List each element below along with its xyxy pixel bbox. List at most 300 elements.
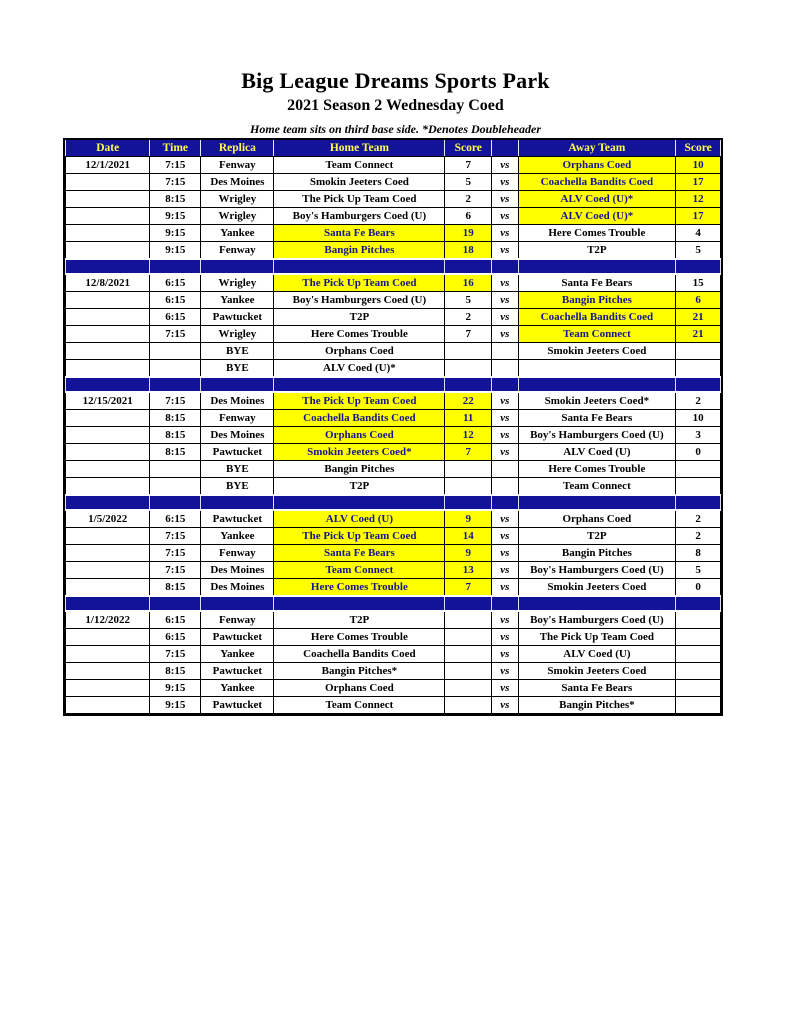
replica-cell: Fenway — [201, 410, 274, 427]
home-score-cell — [445, 343, 492, 360]
separator-cell — [445, 377, 492, 392]
separator-cell — [274, 259, 445, 274]
date-cell — [66, 680, 150, 697]
time-cell: 6:15 — [150, 629, 201, 646]
replica-cell: Yankee — [201, 528, 274, 545]
replica-cell: Fenway — [201, 545, 274, 562]
page-note: Home team sits on third base side. *Denotes Doubleheader — [250, 122, 541, 136]
header-row — [66, 140, 721, 157]
away-team-cell — [518, 360, 676, 378]
time-cell: 7:15 — [150, 174, 201, 191]
replica-cell: Yankee — [201, 646, 274, 663]
separator-cell — [201, 377, 274, 392]
date-cell: 12/1/2021 — [66, 157, 150, 174]
away-score-cell — [676, 646, 721, 663]
time-cell: 8:15 — [150, 191, 201, 208]
home-score-cell: 6 — [445, 208, 492, 225]
away-score-cell: 21 — [676, 309, 721, 326]
replica-cell: Des Moines — [201, 427, 274, 444]
away-score-cell — [676, 629, 721, 646]
col-header-away-team: Away Team — [518, 140, 676, 157]
date-cell — [66, 562, 150, 579]
vs-label: vs — [492, 157, 518, 174]
away-team-cell: Smokin Jeeters Coed — [518, 579, 676, 597]
date-cell — [66, 410, 150, 427]
time-cell: 9:15 — [150, 225, 201, 242]
away-score-cell: 2 — [676, 392, 721, 410]
replica-cell: Wrigley — [201, 208, 274, 225]
home-score-cell: 14 — [445, 528, 492, 545]
away-score-cell: 4 — [676, 225, 721, 242]
date-cell — [66, 646, 150, 663]
away-score-cell: 5 — [676, 242, 721, 260]
game-row — [66, 461, 721, 478]
col-header-date: Date — [66, 140, 150, 157]
away-team-cell: Smokin Jeeters Coed — [518, 663, 676, 680]
away-team-cell: Bangin Pitches* — [518, 697, 676, 714]
away-team-cell: Boy's Hamburgers Coed (U) — [518, 611, 676, 629]
vs-label: vs — [492, 292, 518, 309]
away-team-cell: Orphans Coed — [518, 510, 676, 528]
home-team-cell: Orphans Coed — [274, 680, 445, 697]
home-team-cell: The Pick Up Team Coed — [274, 392, 445, 410]
vs-label: vs — [492, 242, 518, 260]
date-cell — [66, 444, 150, 461]
vs-label — [492, 461, 518, 478]
separator-cell — [676, 259, 721, 274]
separator-cell — [676, 596, 721, 611]
vs-label: vs — [492, 410, 518, 427]
home-team-cell: Boy's Hamburgers Coed (U) — [274, 208, 445, 225]
time-cell: 8:15 — [150, 427, 201, 444]
game-row — [66, 360, 721, 378]
separator-cell — [445, 259, 492, 274]
separator-cell — [445, 495, 492, 510]
date-cell — [66, 528, 150, 545]
away-score-cell — [676, 343, 721, 360]
away-team-cell: Team Connect — [518, 478, 676, 496]
game-row — [66, 510, 721, 528]
section-separator-row — [66, 495, 721, 510]
game-row — [66, 392, 721, 410]
away-score-cell: 3 — [676, 427, 721, 444]
home-score-cell: 18 — [445, 242, 492, 260]
game-row — [66, 444, 721, 461]
separator-cell — [66, 377, 150, 392]
time-cell: 7:15 — [150, 545, 201, 562]
home-team-cell: Boy's Hamburgers Coed (U) — [274, 292, 445, 309]
time-cell: 7:15 — [150, 646, 201, 663]
away-score-cell: 2 — [676, 510, 721, 528]
home-score-cell: 13 — [445, 562, 492, 579]
replica-cell: Des Moines — [201, 392, 274, 410]
home-score-cell: 7 — [445, 326, 492, 343]
replica-cell: Des Moines — [201, 579, 274, 597]
away-score-cell: 0 — [676, 579, 721, 597]
away-team-cell: Smokin Jeeters Coed* — [518, 392, 676, 410]
date-cell — [66, 191, 150, 208]
game-row — [66, 663, 721, 680]
away-score-cell: 6 — [676, 292, 721, 309]
time-cell: 9:15 — [150, 208, 201, 225]
date-cell — [66, 242, 150, 260]
replica-cell: Pawtucket — [201, 629, 274, 646]
separator-cell — [518, 495, 676, 510]
home-score-cell — [445, 697, 492, 714]
separator-cell — [201, 259, 274, 274]
time-cell: 9:15 — [150, 680, 201, 697]
home-team-cell: Coachella Bandits Coed — [274, 410, 445, 427]
time-cell — [150, 360, 201, 378]
away-team-cell: T2P — [518, 242, 676, 260]
vs-label: vs — [492, 326, 518, 343]
away-team-cell: T2P — [518, 528, 676, 545]
home-score-cell: 9 — [445, 510, 492, 528]
page-subtitle: 2021 Season 2 Wednesday Coed — [287, 97, 504, 114]
replica-cell: Yankee — [201, 680, 274, 697]
replica-cell: Pawtucket — [201, 697, 274, 714]
date-cell — [66, 360, 150, 378]
separator-cell — [274, 495, 445, 510]
home-team-cell: The Pick Up Team Coed — [274, 191, 445, 208]
separator-cell — [676, 495, 721, 510]
away-score-cell: 8 — [676, 545, 721, 562]
date-cell — [66, 545, 150, 562]
away-team-cell: ALV Coed (U) — [518, 444, 676, 461]
time-cell: 6:15 — [150, 309, 201, 326]
away-team-cell: Orphans Coed — [518, 157, 676, 174]
vs-label: vs — [492, 208, 518, 225]
vs-label: vs — [492, 274, 518, 292]
home-team-cell: Here Comes Trouble — [274, 579, 445, 597]
time-cell: 9:15 — [150, 242, 201, 260]
game-row — [66, 343, 721, 360]
time-cell: 8:15 — [150, 663, 201, 680]
away-score-cell — [676, 697, 721, 714]
home-score-cell: 11 — [445, 410, 492, 427]
time-cell — [150, 343, 201, 360]
away-score-cell: 15 — [676, 274, 721, 292]
away-score-cell — [676, 461, 721, 478]
col-header-vs — [492, 140, 518, 157]
game-row — [66, 646, 721, 663]
replica-cell: Yankee — [201, 225, 274, 242]
time-cell: 6:15 — [150, 274, 201, 292]
time-cell: 8:15 — [150, 579, 201, 597]
vs-label: vs — [492, 680, 518, 697]
replica-cell: Wrigley — [201, 191, 274, 208]
replica-cell: Fenway — [201, 157, 274, 174]
vs-label: vs — [492, 646, 518, 663]
home-team-cell: T2P — [274, 611, 445, 629]
home-score-cell: 5 — [445, 174, 492, 191]
away-team-cell: Coachella Bandits Coed — [518, 174, 676, 191]
home-score-cell: 2 — [445, 191, 492, 208]
game-row — [66, 326, 721, 343]
separator-cell — [518, 596, 676, 611]
game-row — [66, 242, 721, 260]
vs-label: vs — [492, 392, 518, 410]
replica-cell: Des Moines — [201, 562, 274, 579]
replica-cell: Des Moines — [201, 174, 274, 191]
separator-cell — [66, 596, 150, 611]
home-score-cell: 7 — [445, 444, 492, 461]
replica-cell: Pawtucket — [201, 663, 274, 680]
separator-cell — [445, 596, 492, 611]
separator-cell — [201, 495, 274, 510]
separator-cell — [150, 495, 201, 510]
home-score-cell — [445, 461, 492, 478]
home-team-cell: Orphans Coed — [274, 427, 445, 444]
away-team-cell: Coachella Bandits Coed — [518, 309, 676, 326]
separator-cell — [676, 377, 721, 392]
away-team-cell: The Pick Up Team Coed — [518, 629, 676, 646]
game-row — [66, 208, 721, 225]
col-header-replica: Replica — [201, 140, 274, 157]
away-team-cell: Boy's Hamburgers Coed (U) — [518, 427, 676, 444]
home-team-cell: ALV Coed (U) — [274, 510, 445, 528]
game-row — [66, 157, 721, 174]
away-team-cell: Here Comes Trouble — [518, 461, 676, 478]
game-row — [66, 478, 721, 496]
col-header-home-team: Home Team — [274, 140, 445, 157]
separator-cell — [150, 259, 201, 274]
date-cell — [66, 629, 150, 646]
date-cell — [66, 326, 150, 343]
home-score-cell — [445, 629, 492, 646]
home-score-cell — [445, 478, 492, 496]
date-cell — [66, 697, 150, 714]
home-score-cell: 16 — [445, 274, 492, 292]
away-score-cell — [676, 360, 721, 378]
separator-cell — [518, 377, 676, 392]
vs-label: vs — [492, 174, 518, 191]
date-cell — [66, 478, 150, 496]
replica-cell: BYE — [201, 360, 274, 378]
separator-cell — [492, 259, 518, 274]
away-score-cell — [676, 478, 721, 496]
replica-cell: Pawtucket — [201, 309, 274, 326]
home-team-cell: Santa Fe Bears — [274, 225, 445, 242]
vs-label: vs — [492, 191, 518, 208]
away-team-cell: Team Connect — [518, 326, 676, 343]
replica-cell: Fenway — [201, 611, 274, 629]
home-team-cell: Team Connect — [274, 697, 445, 714]
away-score-cell: 12 — [676, 191, 721, 208]
home-team-cell: The Pick Up Team Coed — [274, 274, 445, 292]
date-cell — [66, 208, 150, 225]
away-score-cell: 5 — [676, 562, 721, 579]
vs-label: vs — [492, 611, 518, 629]
home-team-cell: The Pick Up Team Coed — [274, 528, 445, 545]
vs-label — [492, 360, 518, 378]
away-team-cell: Santa Fe Bears — [518, 410, 676, 427]
away-score-cell: 17 — [676, 208, 721, 225]
home-team-cell: Santa Fe Bears — [274, 545, 445, 562]
game-row — [66, 309, 721, 326]
time-cell: 6:15 — [150, 292, 201, 309]
away-score-cell: 0 — [676, 444, 721, 461]
time-cell — [150, 461, 201, 478]
home-team-cell: Orphans Coed — [274, 343, 445, 360]
time-cell: 7:15 — [150, 392, 201, 410]
separator-cell — [492, 495, 518, 510]
away-team-cell: Here Comes Trouble — [518, 225, 676, 242]
away-team-cell: ALV Coed (U) — [518, 646, 676, 663]
time-cell: 6:15 — [150, 611, 201, 629]
page-title: Big League Dreams Sports Park — [241, 68, 550, 93]
game-row — [66, 225, 721, 242]
game-row — [66, 680, 721, 697]
separator-cell — [66, 495, 150, 510]
home-score-cell — [445, 360, 492, 378]
separator-cell — [274, 596, 445, 611]
home-team-cell: ALV Coed (U)* — [274, 360, 445, 378]
date-cell — [66, 579, 150, 597]
replica-cell: Pawtucket — [201, 510, 274, 528]
game-row — [66, 191, 721, 208]
away-score-cell — [676, 680, 721, 697]
home-score-cell: 19 — [445, 225, 492, 242]
date-cell: 12/15/2021 — [66, 392, 150, 410]
date-cell — [66, 427, 150, 444]
separator-cell — [518, 259, 676, 274]
home-score-cell: 5 — [445, 292, 492, 309]
separator-cell — [201, 596, 274, 611]
home-team-cell: Bangin Pitches — [274, 461, 445, 478]
home-team-cell: Bangin Pitches — [274, 242, 445, 260]
col-header-home-score: Score — [445, 140, 492, 157]
time-cell: 7:15 — [150, 562, 201, 579]
home-team-cell: Bangin Pitches* — [274, 663, 445, 680]
separator-cell — [66, 259, 150, 274]
separator-cell — [150, 596, 201, 611]
col-header-time: Time — [150, 140, 201, 157]
date-cell: 1/5/2022 — [66, 510, 150, 528]
replica-cell: Fenway — [201, 242, 274, 260]
time-cell: 8:15 — [150, 410, 201, 427]
away-team-cell: Bangin Pitches — [518, 292, 676, 309]
away-team-cell: ALV Coed (U)* — [518, 208, 676, 225]
game-row — [66, 611, 721, 629]
away-score-cell — [676, 611, 721, 629]
section-separator-row — [66, 259, 721, 274]
date-cell — [66, 309, 150, 326]
date-cell — [66, 343, 150, 360]
game-row — [66, 579, 721, 597]
separator-cell — [150, 377, 201, 392]
home-score-cell: 7 — [445, 579, 492, 597]
replica-cell: Yankee — [201, 292, 274, 309]
home-team-cell: Here Comes Trouble — [274, 326, 445, 343]
home-team-cell: T2P — [274, 478, 445, 496]
separator-cell — [492, 596, 518, 611]
away-score-cell: 2 — [676, 528, 721, 545]
home-score-cell — [445, 611, 492, 629]
away-score-cell: 10 — [676, 410, 721, 427]
date-cell — [66, 292, 150, 309]
vs-label: vs — [492, 444, 518, 461]
game-row — [66, 410, 721, 427]
home-score-cell: 22 — [445, 392, 492, 410]
separator-cell — [274, 377, 445, 392]
replica-cell: Wrigley — [201, 274, 274, 292]
date-cell: 12/8/2021 — [66, 274, 150, 292]
home-score-cell: 9 — [445, 545, 492, 562]
schedule-table-wrapper — [63, 138, 723, 716]
time-cell: 7:15 — [150, 326, 201, 343]
vs-label — [492, 478, 518, 496]
home-team-cell: Coachella Bandits Coed — [274, 646, 445, 663]
away-team-cell: Bangin Pitches — [518, 545, 676, 562]
schedule-body — [66, 157, 721, 714]
home-score-cell: 7 — [445, 157, 492, 174]
away-score-cell: 17 — [676, 174, 721, 191]
vs-label: vs — [492, 545, 518, 562]
vs-label: vs — [492, 663, 518, 680]
away-team-cell: Smokin Jeeters Coed — [518, 343, 676, 360]
home-score-cell — [445, 680, 492, 697]
game-row — [66, 697, 721, 714]
replica-cell: BYE — [201, 478, 274, 496]
replica-cell: BYE — [201, 461, 274, 478]
home-score-cell: 12 — [445, 427, 492, 444]
time-cell: 6:15 — [150, 510, 201, 528]
vs-label — [492, 343, 518, 360]
col-header-away-score: Score — [676, 140, 721, 157]
game-row — [66, 545, 721, 562]
away-team-cell: Santa Fe Bears — [518, 274, 676, 292]
date-cell — [66, 461, 150, 478]
separator-cell — [492, 377, 518, 392]
date-cell — [66, 663, 150, 680]
schedule-table — [65, 140, 721, 714]
away-team-cell: Boy's Hamburgers Coed (U) — [518, 562, 676, 579]
away-score-cell: 10 — [676, 157, 721, 174]
away-team-cell: ALV Coed (U)* — [518, 191, 676, 208]
game-row — [66, 629, 721, 646]
game-row — [66, 292, 721, 309]
time-cell: 7:15 — [150, 157, 201, 174]
game-row — [66, 174, 721, 191]
date-cell — [66, 225, 150, 242]
replica-cell: BYE — [201, 343, 274, 360]
home-team-cell: T2P — [274, 309, 445, 326]
game-row — [66, 274, 721, 292]
home-team-cell: Team Connect — [274, 157, 445, 174]
home-team-cell: Smokin Jeeters Coed* — [274, 444, 445, 461]
away-score-cell — [676, 663, 721, 680]
date-cell: 1/12/2022 — [66, 611, 150, 629]
away-team-cell: Santa Fe Bears — [518, 680, 676, 697]
date-cell — [66, 174, 150, 191]
away-score-cell: 21 — [676, 326, 721, 343]
vs-label: vs — [492, 528, 518, 545]
game-row — [66, 427, 721, 444]
game-row — [66, 528, 721, 545]
home-score-cell — [445, 646, 492, 663]
vs-label: vs — [492, 225, 518, 242]
replica-cell: Wrigley — [201, 326, 274, 343]
section-separator-row — [66, 377, 721, 392]
vs-label: vs — [492, 309, 518, 326]
game-row — [66, 562, 721, 579]
home-team-cell: Team Connect — [274, 562, 445, 579]
home-score-cell: 2 — [445, 309, 492, 326]
time-cell — [150, 478, 201, 496]
replica-cell: Pawtucket — [201, 444, 274, 461]
vs-label: vs — [492, 562, 518, 579]
